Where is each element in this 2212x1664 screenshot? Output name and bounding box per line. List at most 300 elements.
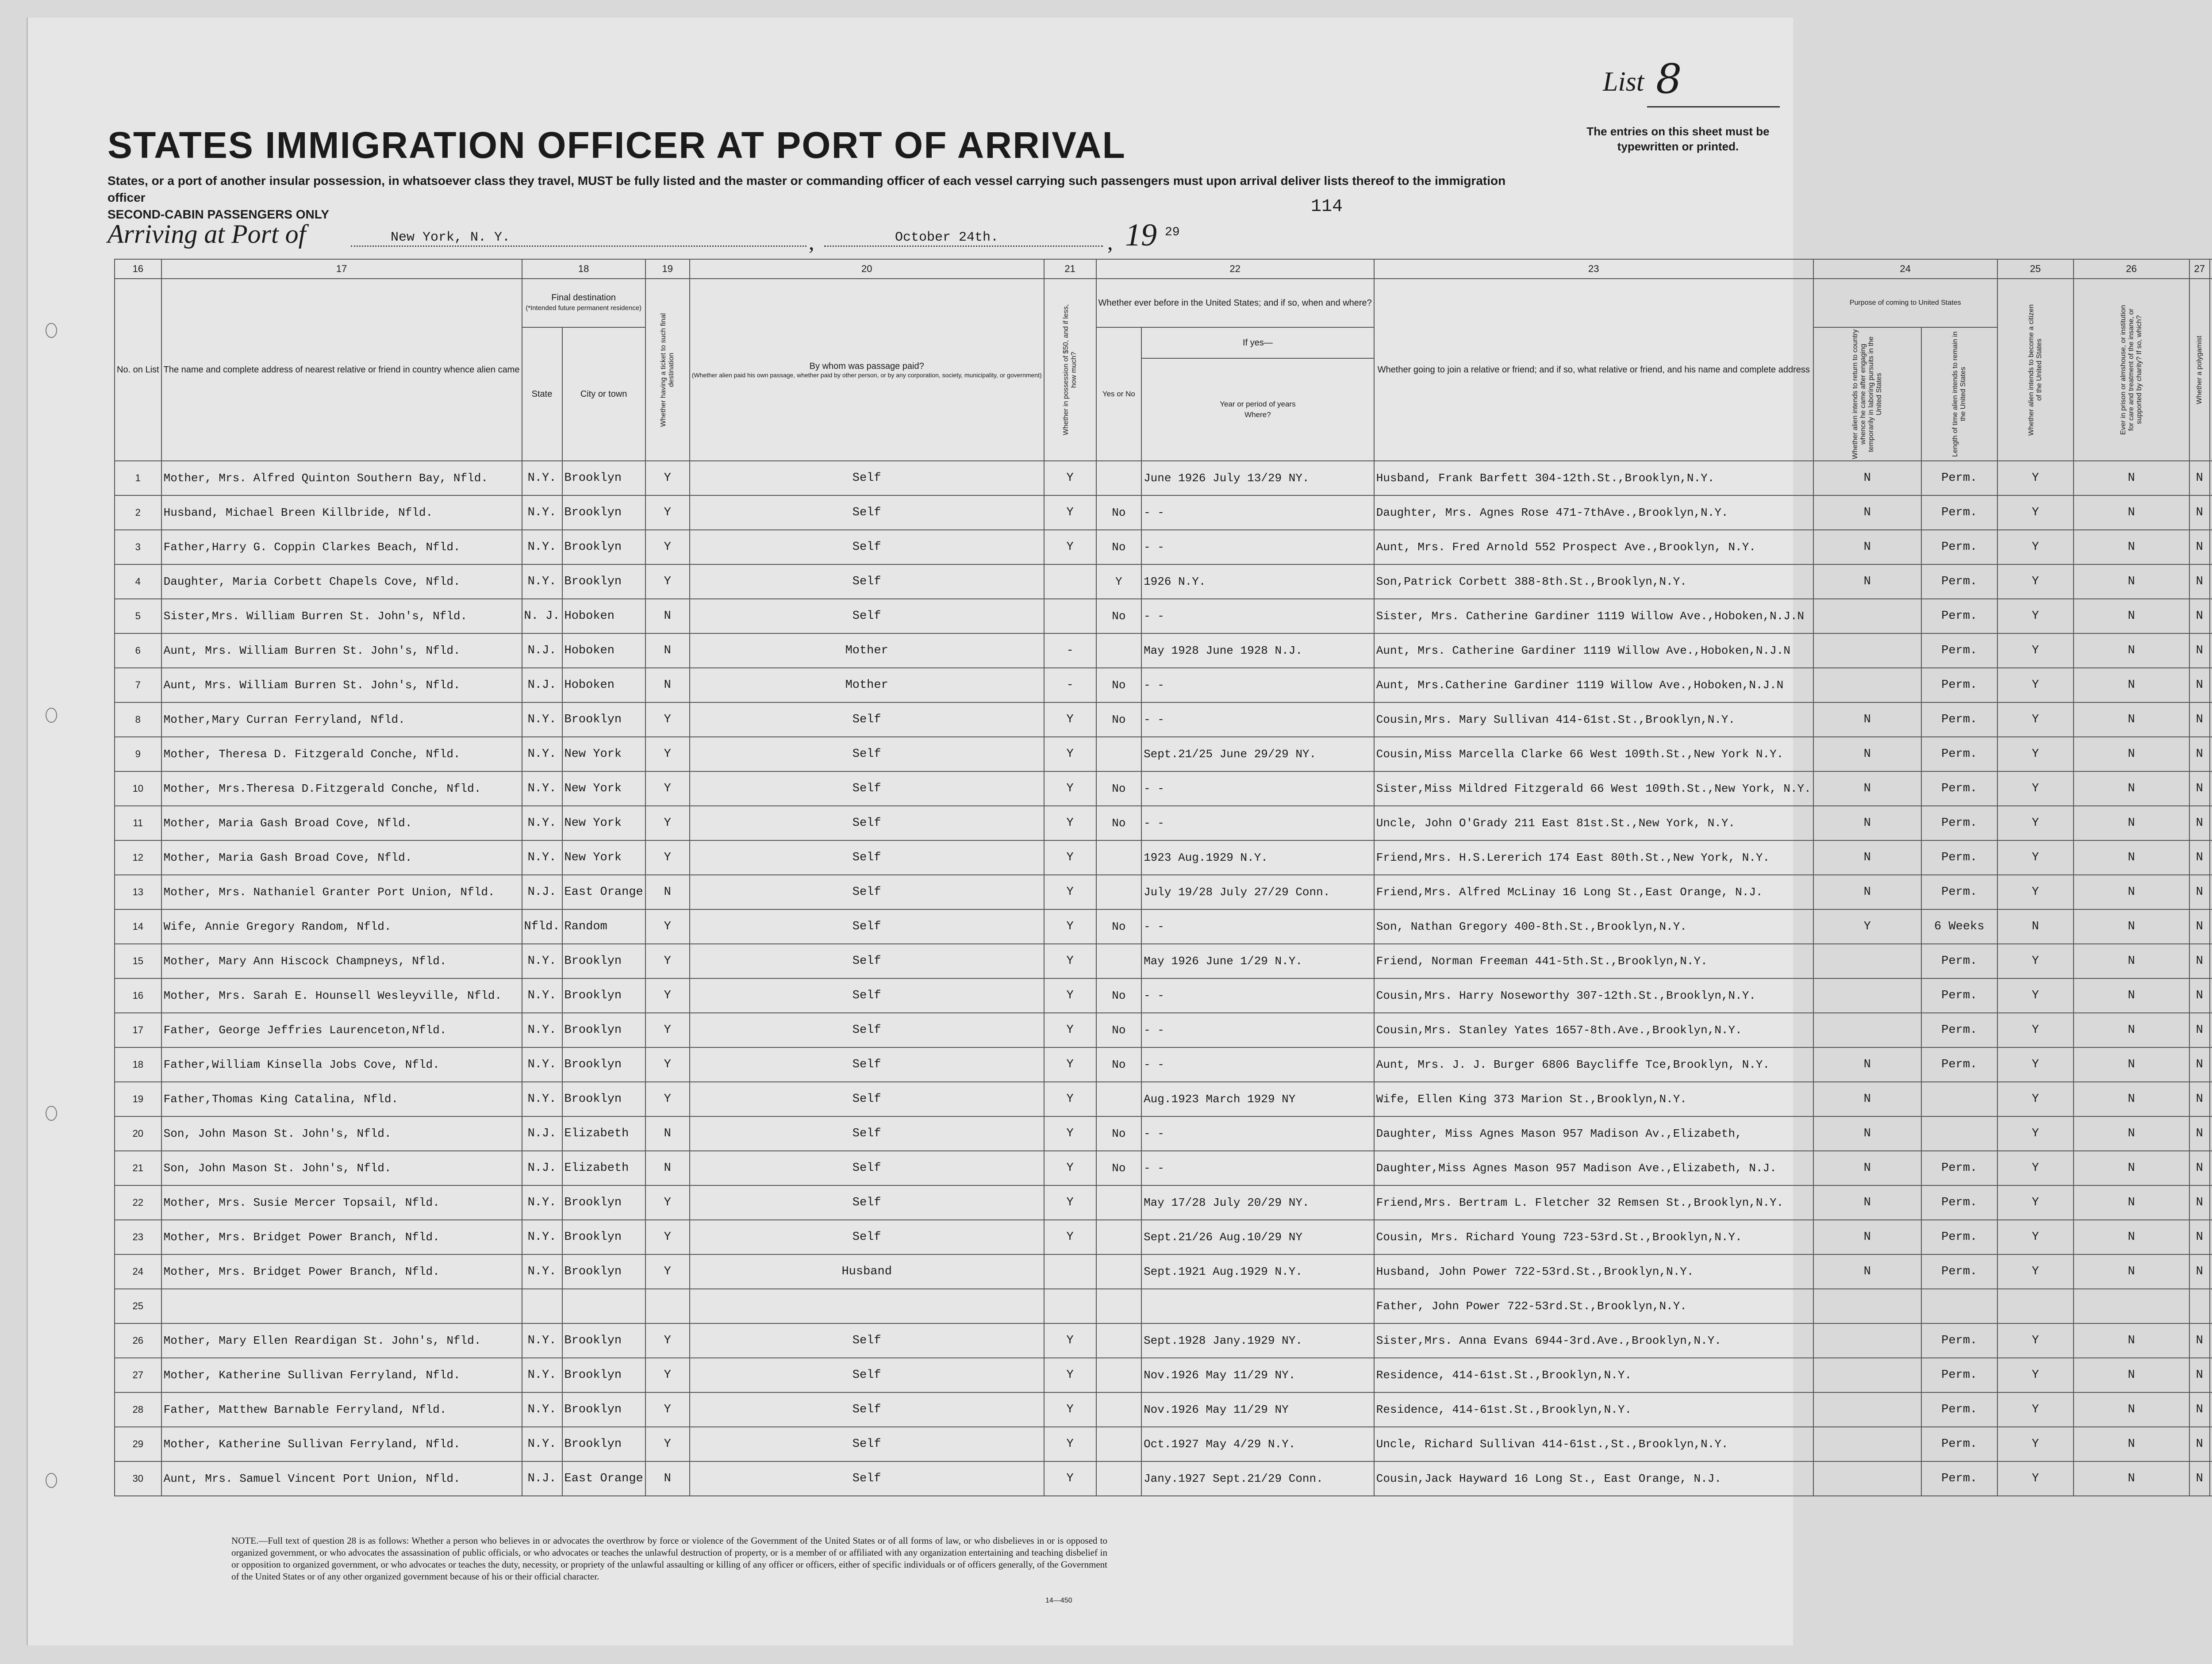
ticket-cell: Y xyxy=(645,1082,690,1116)
col-num-22: 22 xyxy=(1096,259,1374,279)
state-cell: N.Y. xyxy=(522,1323,562,1358)
citizen-cell: Y xyxy=(1997,978,2074,1013)
citizen-cell: Y xyxy=(1997,633,2074,668)
paid-by-cell: Self xyxy=(690,875,1044,909)
row-number: 8 xyxy=(115,702,161,737)
paid-by-cell: Self xyxy=(690,599,1044,633)
ticket-cell: Y xyxy=(645,1013,690,1047)
purpose-return-cell: N xyxy=(1813,530,1921,564)
relative-cell: Mother, Mary Ann Hiscock Champneys, Nfld. xyxy=(161,944,522,978)
header-prison-text: Ever in prison or almshouse, or institution for care and treatment of the insane, or supported by charity? If so, which? xyxy=(2119,305,2143,435)
arriving-label: Arriving at Port of xyxy=(108,219,306,249)
relative-cell: Mother, Mrs. Susie Mercer Topsail, Nfld. xyxy=(161,1185,522,1220)
purpose-length-cell: Perm. xyxy=(1921,1461,1997,1496)
paid-by-cell: Self xyxy=(690,1013,1044,1047)
purpose-length-cell: Perm. xyxy=(1921,806,1997,840)
prison-cell: N xyxy=(2074,599,2189,633)
prison-cell: N xyxy=(2074,1323,2189,1358)
state-cell: Nfld. xyxy=(522,909,562,944)
purpose-return-cell xyxy=(1813,633,1921,668)
before-us-cell: No xyxy=(1096,806,1141,840)
polygamist-cell: N xyxy=(2189,1047,2210,1082)
city-cell: Brooklyn xyxy=(562,1185,645,1220)
purpose-return-cell xyxy=(1813,1392,1921,1427)
ticket-cell: Y xyxy=(645,1358,690,1392)
polygamist-cell: N xyxy=(2189,1461,2210,1496)
relative-cell: Mother, Mrs. Bridget Power Branch, Nfld. xyxy=(161,1220,522,1254)
table-row xyxy=(115,771,2212,806)
joining-cell: Uncle, John O'Grady 211 East 81st.St.,New York, N.Y. xyxy=(1374,806,1813,840)
anarchist-cell xyxy=(2210,1254,2212,1289)
relative-cell: Mother, Mrs. Alfred Quinton Southern Bay, Nfld. xyxy=(161,461,522,495)
city-cell: Brooklyn xyxy=(562,461,645,495)
row-number: 20 xyxy=(115,1116,161,1151)
prison-cell: N xyxy=(2074,944,2189,978)
col-num-26: 26 xyxy=(2074,259,2189,279)
row-number: 6 xyxy=(115,633,161,668)
header-relative: The name and complete address of nearest relative or friend in country whence alien came xyxy=(161,279,522,461)
purpose-return-cell: N xyxy=(1813,1254,1921,1289)
state-cell: N.Y. xyxy=(522,840,562,875)
period-cell: May 17/28 July 20/29 NY. xyxy=(1141,1185,1374,1220)
city-cell: Brooklyn xyxy=(562,1392,645,1427)
period-cell: June 1926 July 13/29 NY. xyxy=(1141,461,1374,495)
header-before-us: Whether ever before in the United States; and if so, when and where? xyxy=(1096,279,1374,327)
purpose-return-cell xyxy=(1813,1427,1921,1461)
ticket-cell xyxy=(645,1289,690,1323)
anarchist-cell xyxy=(2210,771,2212,806)
city-cell: Brooklyn xyxy=(562,1358,645,1392)
header-anarchist xyxy=(2210,279,2212,461)
purpose-return-cell: N xyxy=(1813,1151,1921,1185)
row-number: 14 xyxy=(115,909,161,944)
purpose-length-cell: Perm. xyxy=(1921,668,1997,702)
row-number: 28 xyxy=(115,1392,161,1427)
joining-cell: Son, Nathan Gregory 400-8th.St.,Brooklyn,N.Y. xyxy=(1374,909,1813,944)
purpose-return-cell: N xyxy=(1813,495,1921,530)
prison-cell: N xyxy=(2074,909,2189,944)
prison-cell: N xyxy=(2074,1047,2189,1082)
col-num-28 xyxy=(2210,259,2212,279)
header-money xyxy=(1044,279,1096,461)
city-cell: East Orange xyxy=(562,1461,645,1496)
period-cell: 1926 N.Y. xyxy=(1141,564,1374,599)
row-number: 13 xyxy=(115,875,161,909)
citizen-cell: Y xyxy=(1997,564,2074,599)
table-row xyxy=(115,1392,2212,1427)
polygamist-cell: N xyxy=(2189,1116,2210,1151)
relative-cell: Son, John Mason St. John's, Nfld. xyxy=(161,1151,522,1185)
year-prefix: 19 xyxy=(1125,217,1157,253)
polygamist-cell: N xyxy=(2189,1254,2210,1289)
ticket-cell: N xyxy=(645,668,690,702)
money-cell: Y xyxy=(1044,1151,1096,1185)
period-cell: - - xyxy=(1141,530,1374,564)
purpose-return-cell xyxy=(1813,1013,1921,1047)
col-num-21: 21 xyxy=(1044,259,1096,279)
polygamist-cell: N xyxy=(2189,875,2210,909)
relative-cell: Father,William Kinsella Jobs Cove, Nfld. xyxy=(161,1047,522,1082)
before-us-cell xyxy=(1096,737,1141,771)
header-where: Where? xyxy=(1244,410,1271,419)
ticket-cell: Y xyxy=(645,1185,690,1220)
polygamist-cell: N xyxy=(2189,1358,2210,1392)
prison-cell: N xyxy=(2074,1185,2189,1220)
before-us-cell xyxy=(1096,1392,1141,1427)
anarchist-cell xyxy=(2210,1047,2212,1082)
joining-cell: Cousin,Mrs. Mary Sullivan 414-61st.St.,Brooklyn,N.Y. xyxy=(1374,702,1813,737)
before-us-cell xyxy=(1096,461,1141,495)
cabin-class: SECOND-CABIN PASSENGERS ONLY xyxy=(108,207,329,221)
paid-by-cell: Self xyxy=(690,495,1044,530)
prison-cell: N xyxy=(2074,1082,2189,1116)
sheet-number: 114 xyxy=(1311,197,1343,217)
citizen-cell: Y xyxy=(1997,1254,2074,1289)
purpose-return-cell: N xyxy=(1813,1047,1921,1082)
purpose-length-cell xyxy=(1921,1116,1997,1151)
money-cell: - xyxy=(1044,633,1096,668)
purpose-return-cell xyxy=(1813,1289,1921,1323)
paid-by-note: (Whether alien paid his own passage, whether paid by other person, or by any corporation, society, municipality, or government) xyxy=(691,371,1042,379)
anarchist-cell xyxy=(2210,1185,2212,1220)
header-if-yes: If yes— xyxy=(1141,327,1374,358)
ticket-cell: Y xyxy=(645,702,690,737)
purpose-length-cell: Perm. xyxy=(1921,702,1997,737)
city-cell: New York xyxy=(562,771,645,806)
city-cell: Brooklyn xyxy=(562,944,645,978)
before-us-cell xyxy=(1096,1082,1141,1116)
table-row xyxy=(115,737,2212,771)
anarchist-cell xyxy=(2210,875,2212,909)
joining-cell: Husband, John Power 722-53rd.St.,Brooklyn,N.Y. xyxy=(1374,1254,1813,1289)
header-purpose-return-text: Whether alien intends to return to country whence he came after engaging temporarily in laboring pursuits in the United States xyxy=(1851,329,1883,459)
polygamist-cell: N xyxy=(2189,702,2210,737)
period-cell: - - xyxy=(1141,806,1374,840)
anarchist-cell xyxy=(2210,1220,2212,1254)
city-cell: Brooklyn xyxy=(562,1082,645,1116)
anarchist-cell xyxy=(2210,978,2212,1013)
prison-cell: N xyxy=(2074,840,2189,875)
ticket-cell: Y xyxy=(645,1047,690,1082)
state-cell: N.Y. xyxy=(522,1254,562,1289)
ticket-cell: Y xyxy=(645,978,690,1013)
state-cell: N.Y. xyxy=(522,806,562,840)
prison-cell: N xyxy=(2074,564,2189,599)
header-no-on-list: No. on List xyxy=(115,279,161,461)
before-us-cell: No xyxy=(1096,599,1141,633)
period-cell: - - xyxy=(1141,702,1374,737)
prison-cell: N xyxy=(2074,530,2189,564)
polygamist-cell: N xyxy=(2189,1151,2210,1185)
row-number: 26 xyxy=(115,1323,161,1358)
table-row xyxy=(115,633,2212,668)
citizen-cell: Y xyxy=(1997,1323,2074,1358)
header-year-period: Year or period of years xyxy=(1220,399,1296,408)
prison-cell: N xyxy=(2074,1427,2189,1461)
purpose-length-cell: 6 Weeks xyxy=(1921,909,1997,944)
polygamist-cell: N xyxy=(2189,840,2210,875)
citizen-cell: Y xyxy=(1997,1427,2074,1461)
relative-cell: Mother, Katherine Sullivan Ferryland, Nfld. xyxy=(161,1427,522,1461)
anarchist-cell xyxy=(2210,668,2212,702)
header-period-where xyxy=(1141,358,1374,461)
row-number: 12 xyxy=(115,840,161,875)
polygamist-cell: N xyxy=(2189,1013,2210,1047)
relative-cell: Mother, Maria Gash Broad Cove, Nfld. xyxy=(161,806,522,840)
money-cell: Y xyxy=(1044,1185,1096,1220)
purpose-return-cell xyxy=(1813,599,1921,633)
anarchist-cell xyxy=(2210,633,2212,668)
purpose-length-cell: Perm. xyxy=(1921,1013,1997,1047)
citizen-cell: Y xyxy=(1997,530,2074,564)
purpose-return-cell xyxy=(1813,1358,1921,1392)
period-cell xyxy=(1141,1289,1374,1323)
table-row xyxy=(115,1185,2212,1220)
money-cell: Y xyxy=(1044,1427,1096,1461)
table-row xyxy=(115,875,2212,909)
ticket-cell: Y xyxy=(645,564,690,599)
purpose-return-cell xyxy=(1813,668,1921,702)
period-cell: Oct.1927 May 4/29 N.Y. xyxy=(1141,1427,1374,1461)
ticket-cell: Y xyxy=(645,909,690,944)
row-number: 10 xyxy=(115,771,161,806)
money-cell: - xyxy=(1044,668,1096,702)
table-row xyxy=(115,1323,2212,1358)
period-cell: May 1926 June 1/29 N.Y. xyxy=(1141,944,1374,978)
row-number: 29 xyxy=(115,1427,161,1461)
purpose-return-cell: N xyxy=(1813,875,1921,909)
purpose-return-cell: N xyxy=(1813,1082,1921,1116)
relative-cell: Mother, Mary Ellen Reardigan St. John's, Nfld. xyxy=(161,1323,522,1358)
list-number: 8 xyxy=(1656,55,1682,103)
state-cell: N.Y. xyxy=(522,1220,562,1254)
table-row xyxy=(115,1461,2212,1496)
city-cell: Brooklyn xyxy=(562,530,645,564)
comma-separator: , xyxy=(809,230,814,254)
paid-by-cell: Self xyxy=(690,1047,1044,1082)
state-cell: N.Y. xyxy=(522,702,562,737)
table-row xyxy=(115,1254,2212,1289)
money-cell: Y xyxy=(1044,1047,1096,1082)
relative-cell: Father, Matthew Barnable Ferryland, Nfld. xyxy=(161,1392,522,1427)
table-row xyxy=(115,1047,2212,1082)
prison-cell: N xyxy=(2074,461,2189,495)
purpose-return-cell: N xyxy=(1813,1185,1921,1220)
row-number: 1 xyxy=(115,461,161,495)
money-cell xyxy=(1044,564,1096,599)
city-cell: East Orange xyxy=(562,875,645,909)
col-num-23: 23 xyxy=(1374,259,1813,279)
citizen-cell: Y xyxy=(1997,1220,2074,1254)
period-cell: 1923 Aug.1929 N.Y. xyxy=(1141,840,1374,875)
before-us-cell: No xyxy=(1096,668,1141,702)
polygamist-cell: N xyxy=(2189,633,2210,668)
purpose-length-cell: Perm. xyxy=(1921,495,1997,530)
row-number: 7 xyxy=(115,668,161,702)
state-cell: N.Y. xyxy=(522,944,562,978)
prison-cell: N xyxy=(2074,978,2189,1013)
purpose-return-cell: N xyxy=(1813,737,1921,771)
header-polygamist-text: Whether a polygamist xyxy=(2195,335,2203,404)
relative-cell: Mother, Mrs. Bridget Power Branch, Nfld. xyxy=(161,1254,522,1289)
joining-cell: Husband, Frank Barfett 304-12th.St.,Brooklyn,N.Y. xyxy=(1374,461,1813,495)
prison-cell: N xyxy=(2074,1116,2189,1151)
header-purpose-length-text: Length of time alien intends to remain in the United States xyxy=(1951,331,1967,457)
purpose-length-cell: Perm. xyxy=(1921,461,1997,495)
purpose-return-cell xyxy=(1813,1323,1921,1358)
paid-by-title: By whom was passage paid? xyxy=(809,361,924,371)
before-us-cell: No xyxy=(1096,771,1141,806)
relative-cell: Husband, Michael Breen Killbride, Nfld. xyxy=(161,495,522,530)
ticket-cell: Y xyxy=(645,1427,690,1461)
before-us-cell xyxy=(1096,1185,1141,1220)
prison-cell: N xyxy=(2074,668,2189,702)
anarchist-cell xyxy=(2210,495,2212,530)
joining-cell: Wife, Ellen King 373 Marion St.,Brooklyn,N.Y. xyxy=(1374,1082,1813,1116)
paid-by-cell: Self xyxy=(690,564,1044,599)
instructions-text: States, or a port of another insular possession, in whatsoever class they travel, MUST be fully listed and the master or commanding officer of each vessel carrying such passengers must upon arrival deliver lists thereof to the immigration officer xyxy=(108,174,1506,204)
paid-by-cell: Self xyxy=(690,806,1044,840)
purpose-return-cell xyxy=(1813,978,1921,1013)
city-cell: Brooklyn xyxy=(562,564,645,599)
polygamist-cell: N xyxy=(2189,909,2210,944)
city-cell: Hoboken xyxy=(562,633,645,668)
money-cell: Y xyxy=(1044,1358,1096,1392)
header-state: State xyxy=(522,327,562,461)
row-number: 18 xyxy=(115,1047,161,1082)
before-us-cell: No xyxy=(1096,702,1141,737)
city-cell: Brooklyn xyxy=(562,1047,645,1082)
state-cell: N.Y. xyxy=(522,564,562,599)
paid-by-cell: Self xyxy=(690,771,1044,806)
joining-cell: Daughter,Miss Agnes Mason 957 Madison Ave.,Elizabeth, N.J. xyxy=(1374,1151,1813,1185)
citizen-cell: Y xyxy=(1997,702,2074,737)
before-us-cell xyxy=(1096,1220,1141,1254)
col-num-25: 25 xyxy=(1997,259,2074,279)
before-us-cell: No xyxy=(1096,909,1141,944)
ticket-cell: Y xyxy=(645,1254,690,1289)
anarchist-cell xyxy=(2210,1323,2212,1358)
table-row xyxy=(115,461,2212,495)
date-dotted-line xyxy=(824,245,1103,247)
purpose-return-cell: N xyxy=(1813,840,1921,875)
city-cell: Brooklyn xyxy=(562,1220,645,1254)
period-cell: Nov.1926 May 11/29 NY. xyxy=(1141,1358,1374,1392)
purpose-length-cell: Perm. xyxy=(1921,978,1997,1013)
paid-by-cell: Self xyxy=(690,840,1044,875)
money-cell: Y xyxy=(1044,1461,1096,1496)
state-cell: N.Y. xyxy=(522,1185,562,1220)
header-citizen xyxy=(1997,279,2074,461)
ticket-cell: Y xyxy=(645,461,690,495)
money-cell: Y xyxy=(1044,806,1096,840)
ticket-cell: Y xyxy=(645,944,690,978)
anarchist-cell xyxy=(2210,1151,2212,1185)
state-cell: N.Y. xyxy=(522,530,562,564)
ticket-cell: Y xyxy=(645,737,690,771)
prison-cell: N xyxy=(2074,633,2189,668)
paid-by-cell: Husband xyxy=(690,1254,1044,1289)
purpose-length-cell: Perm. xyxy=(1921,1427,1997,1461)
before-us-cell xyxy=(1096,1323,1141,1358)
purpose-length-cell xyxy=(1921,1082,1997,1116)
col-num-24: 24 xyxy=(1813,259,1997,279)
state-cell: N.J. xyxy=(522,668,562,702)
paid-by-cell: Self xyxy=(690,1392,1044,1427)
header-purpose: Purpose of coming to United States xyxy=(1813,279,1997,327)
ticket-cell: Y xyxy=(645,1220,690,1254)
col-num-19: 19 xyxy=(645,259,690,279)
city-cell: Brooklyn xyxy=(562,495,645,530)
paid-by-cell: Self xyxy=(690,1185,1044,1220)
money-cell xyxy=(1044,599,1096,633)
purpose-length-cell: Perm. xyxy=(1921,1358,1997,1392)
paid-by-cell: Self xyxy=(690,461,1044,495)
joining-cell: Sister, Mrs. Catherine Gardiner 1119 Willow Ave.,Hoboken,N.J.N xyxy=(1374,599,1813,633)
state-cell: N.Y. xyxy=(522,1392,562,1427)
relative-cell: Aunt, Mrs. Samuel Vincent Port Union, Nfld. xyxy=(161,1461,522,1496)
city-cell xyxy=(562,1289,645,1323)
paid-by-cell: Self xyxy=(690,944,1044,978)
before-us-cell xyxy=(1096,1427,1141,1461)
prison-cell: N xyxy=(2074,771,2189,806)
money-cell: Y xyxy=(1044,495,1096,530)
citizen-cell: Y xyxy=(1997,840,2074,875)
relative-cell: Father,Thomas King Catalina, Nfld. xyxy=(161,1082,522,1116)
city-cell: Brooklyn xyxy=(562,1427,645,1461)
joining-cell: Friend, Norman Freeman 441-5th.St.,Brooklyn,N.Y. xyxy=(1374,944,1813,978)
col-num-17: 17 xyxy=(161,259,522,279)
anarchist-cell xyxy=(2210,1427,2212,1461)
table-row xyxy=(115,978,2212,1013)
row-number: 4 xyxy=(115,564,161,599)
prison-cell: N xyxy=(2074,702,2189,737)
relative-cell: Wife, Annie Gregory Random, Nfld. xyxy=(161,909,522,944)
state-cell xyxy=(522,1289,562,1323)
money-cell: Y xyxy=(1044,737,1096,771)
polygamist-cell: N xyxy=(2189,495,2210,530)
before-us-cell xyxy=(1096,1358,1141,1392)
before-us-cell xyxy=(1096,1289,1141,1323)
anarchist-cell xyxy=(2210,1358,2212,1392)
relative-cell: Daughter, Maria Corbett Chapels Cove, Nfld. xyxy=(161,564,522,599)
polygamist-cell: N xyxy=(2189,530,2210,564)
city-cell: Random xyxy=(562,909,645,944)
state-cell: N.Y. xyxy=(522,1013,562,1047)
table-row xyxy=(115,1082,2212,1116)
state-cell: N.Y. xyxy=(522,1358,562,1392)
joining-cell: Cousin,Jack Hayward 16 Long St., East Orange, N.J. xyxy=(1374,1461,1813,1496)
purpose-length-cell: Perm. xyxy=(1921,944,1997,978)
before-us-cell: No xyxy=(1096,495,1141,530)
header-citizen-text: Whether alien intends to become a citizen of the United States xyxy=(2027,304,2043,436)
citizen-cell: Y xyxy=(1997,875,2074,909)
city-cell: Hoboken xyxy=(562,599,645,633)
ticket-cell: Y xyxy=(645,1323,690,1358)
purpose-length-cell: Perm. xyxy=(1921,599,1997,633)
relative-cell: Mother, Maria Gash Broad Cove, Nfld. xyxy=(161,840,522,875)
city-cell: Brooklyn xyxy=(562,1013,645,1047)
joining-cell: Cousin,Mrs. Stanley Yates 1657-8th.Ave.,Brooklyn,N.Y. xyxy=(1374,1013,1813,1047)
table-row xyxy=(115,806,2212,840)
purpose-return-cell: Y xyxy=(1813,909,1921,944)
relative-cell: Son, John Mason St. John's, Nfld. xyxy=(161,1116,522,1151)
list-label: List xyxy=(1603,67,1644,97)
purpose-length-cell: Perm. xyxy=(1921,1254,1997,1289)
final-destination-note: (*Intended future permanent residence) xyxy=(526,304,642,312)
paid-by-cell: Self xyxy=(690,978,1044,1013)
joining-cell: Residence, 414-61st.St.,Brooklyn,N.Y. xyxy=(1374,1392,1813,1427)
